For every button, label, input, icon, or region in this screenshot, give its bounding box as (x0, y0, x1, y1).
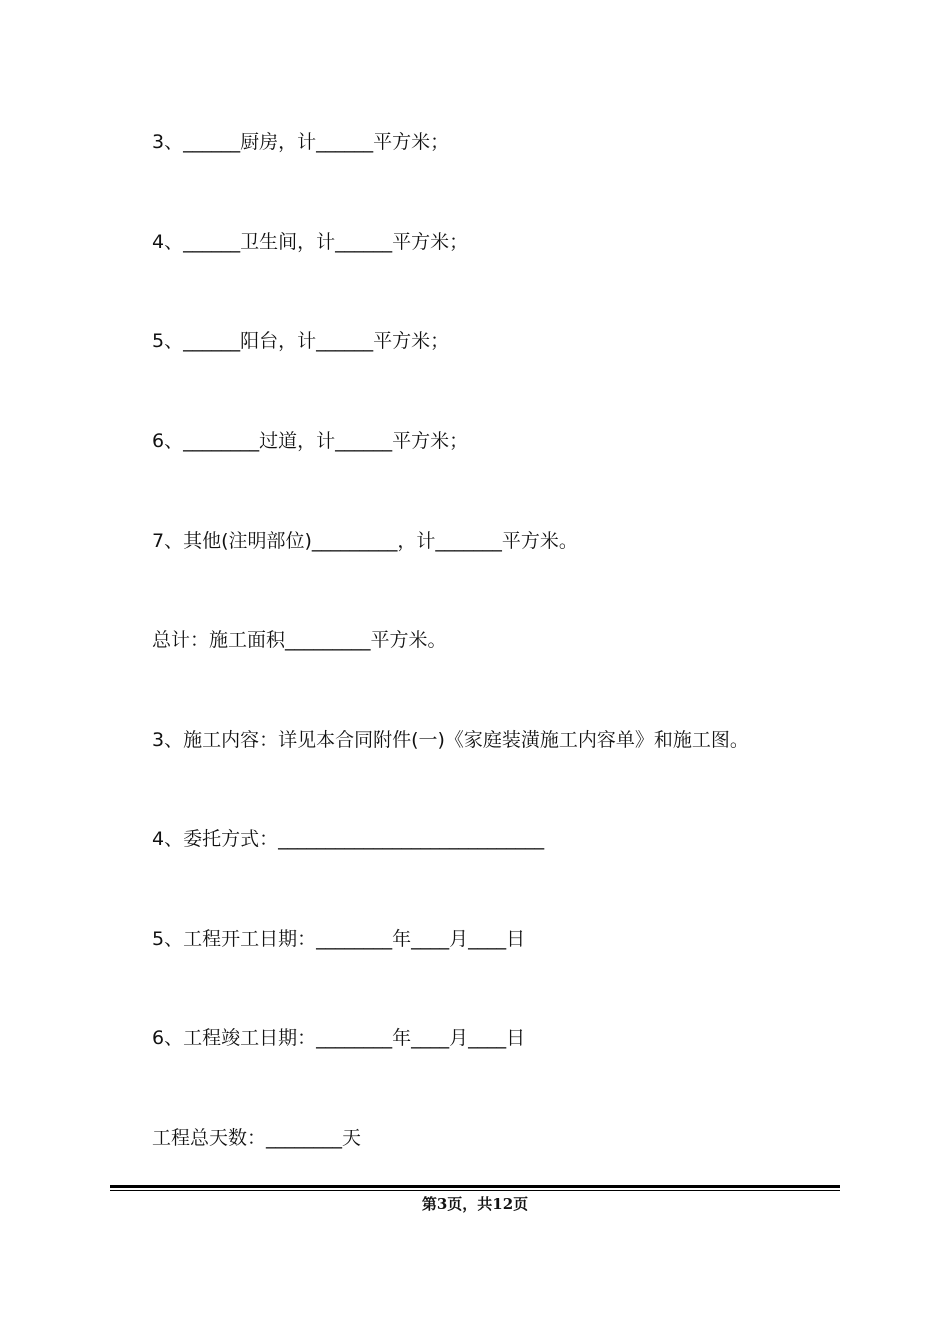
construction-content-line: 3、施工内容：详见本合同附件(一)《家庭装潢施工内容单》和施工图。 (152, 729, 749, 751)
total-area-line: 总计：施工面积_________平方米。 (152, 629, 447, 651)
corridor-area-line: 6、________过道，计______平方米； (152, 430, 469, 452)
bathroom-area-line: 4、______卫生间，计______平方米； (152, 231, 469, 253)
footer-divider-thin (110, 1190, 840, 1191)
completion-date-line: 6、工程竣工日期：________年____月____日 (152, 1027, 526, 1049)
total-days-line: 工程总天数：________天 (152, 1127, 362, 1149)
kitchen-area-line: 3、______厨房，计______平方米； (152, 131, 450, 153)
balcony-area-line: 5、______阳台，计______平方米； (152, 330, 450, 352)
start-date-line: 5、工程开工日期：________年____月____日 (152, 928, 526, 950)
page-number: 第3页，共12页 (421, 1195, 529, 1213)
other-area-line: 7、其他(注明部位)_________，计_______平方米。 (152, 530, 578, 552)
footer-divider-thick (110, 1185, 840, 1188)
commission-method-line: 4、委托方式：____________________________ (152, 828, 545, 850)
